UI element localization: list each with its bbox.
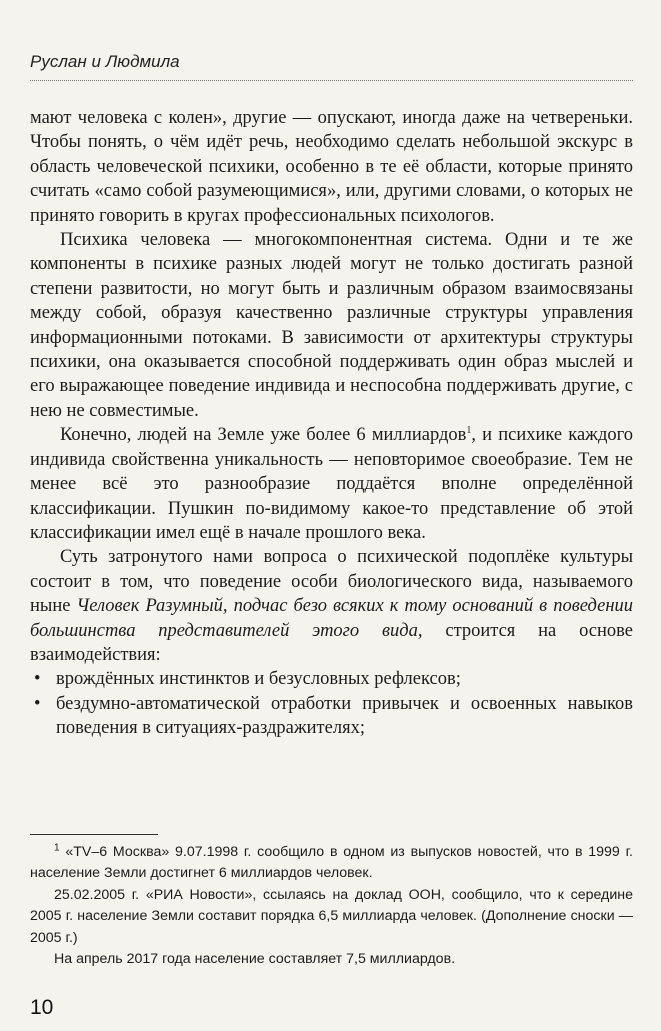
bullet-list: [30, 667, 633, 740]
list-item-text: бездумно-автоматической отработки привычек и освоенных навыков поведения в ситуациях-раздражителях;: [56, 693, 633, 739]
footnote-reference[interactable]: 1: [466, 425, 472, 437]
paragraph-4-italic: Человек Разумный, подчас безо всяких к тому оснований в поведении большинства представителей этого вида,: [30, 596, 633, 641]
paragraph-3-start: Конечно, людей на Земле уже более 6 миллиардов: [60, 425, 467, 446]
footnote-marker: 1: [54, 842, 60, 854]
main-text: [30, 106, 633, 741]
header-divider: [30, 80, 633, 81]
list-item-text: врождённых инстинктов и безусловных рефлексов;: [56, 669, 461, 690]
list-item: [30, 692, 633, 741]
paragraph-3-end: , и психике каждого индивида свойственна уникальность — неповторимое своеобразие. Тем не менее всё это разнообразие поддаётся вполне определённой классификации. Пушкин по-видимому какое-то представление об этой классификации имел ещё в начале прошлого века.: [30, 425, 633, 543]
bullet-icon: •: [34, 693, 41, 714]
footnote-1-addendum-2017: На апрель 2017 года население составляет 7,5 миллиардов.: [54, 951, 456, 968]
paragraph-1: мают человека с колен», другие — опускают, иногда даже на четвереньки. Чтобы понять, о чём идёт речь, необходимо сделать небольшой экскурс в область человеческой психики, особенно в те её области, которые принято считать «само собой разумеющимися», или, другими словами, о которых не принято говорить в кругах профессиональных психологов.: [30, 108, 633, 226]
paragraph-3: [30, 423, 633, 545]
footnote-1-text: «TV–6 Москва» 9.07.1998 г. сообщило в одном из выпусков новостей, что в 1999 г. население Земли достигнет 6 миллиардов человек.: [30, 844, 633, 882]
paragraph-4: [30, 545, 633, 667]
list-item: [30, 667, 633, 691]
footnotes: [30, 842, 633, 970]
paragraph-2: Психика человека — многокомпонентная система. Одни и те же компоненты в психике разных людей могут не только достигать разной степени развитости, но могут быть и различным образом взаимосвязаны между собой, образуя качественно различные структуры управления информационными потоками. В зависимости от архитектуры структуры психики, она оказывается способной поддерживать один образ мыслей и его выражающее поведение индивида и неспособна поддерживать другие, с нею не совместимые.: [30, 230, 633, 421]
page-number: 10: [30, 996, 54, 1019]
paragraph-4-start: Суть затронутого нами вопроса о психической подоплёке культуры состоит в том, что поведение особи биологического вида, называемого ныне: [30, 547, 633, 617]
bullet-icon: •: [34, 669, 41, 690]
paragraph-4-end: строится на основе взаимодействия:: [30, 620, 633, 665]
footnote-1: [30, 842, 633, 885]
footnote-divider: [30, 834, 158, 835]
footnote-1-addendum-2005: 25.02.2005 г. «РИА Новости», ссылаясь на доклад ООН, сообщило, что к середине 2005 г. население Земли составит порядка 6,5 миллиарда человек. (Дополнение сноски — 2005 г.): [30, 886, 633, 946]
running-header: Руслан и Людмила: [30, 52, 180, 71]
